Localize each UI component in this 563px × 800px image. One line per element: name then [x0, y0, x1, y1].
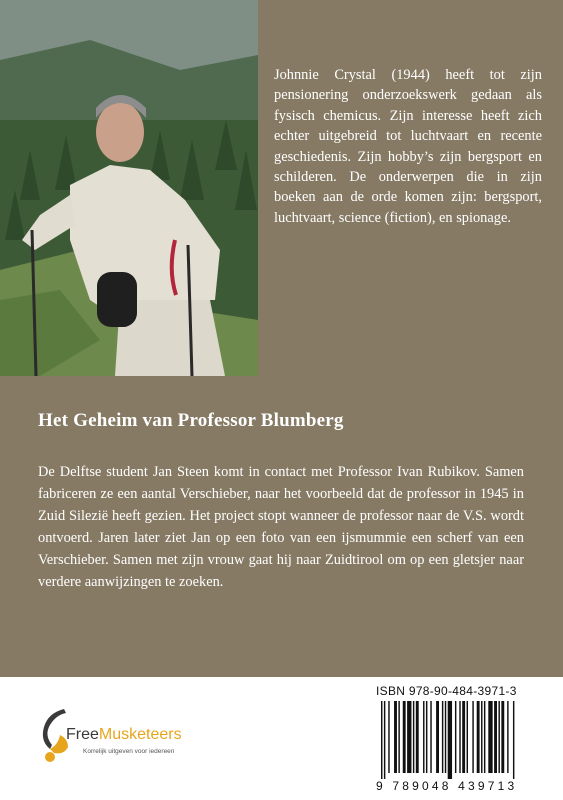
publisher-name — [66, 726, 182, 744]
publisher-logo — [38, 705, 238, 765]
book-title: Het Geheim van Professor Blumberg — [38, 410, 344, 431]
author-bio: Johnnie Crystal (1944) heeft tot zijn pensionering onderzoekswerk gedaan als fysisch chemicus. Zijn interesse heeft zich echter uitgebreid tot luchtvaart en recente geschiedenis. Zijn hobby’s zijn bergsport en schilderen. De onderwerpen die in zijn boeken aan de orde komen zijn: bergsport, luchtvaart, science (fiction), en spionage. — [274, 67, 542, 226]
book-synopsis: De Delftse student Jan Steen komt in contact met Professor Ivan Rubikov. Samen fabriceren ze een aantal Verschieber, naar het voorbeeld dat de professor in 1945 in Zuid Silezië heeft gezien. Het project stopt wanneer de professor naar de V.S. wordt ontvoerd. Jaren later ziet Jan op een foto van een ijsmummie een scherf van een Verschieber. Samen met zijn vrouw gaat hij naar Zuidtirool om op een gletsjer naar verdere aanwijzingen te zoeken. — [38, 464, 524, 590]
author-photo — [0, 0, 258, 376]
footer-band — [0, 677, 563, 800]
barcode-digits: 9 789048 439713 — [376, 779, 518, 793]
publisher-name-part1: Free — [66, 726, 99, 743]
isbn-label: ISBN 978-90-484-3971-3 — [376, 684, 517, 698]
barcode — [381, 701, 551, 779]
publisher-name-part2: Musketeers — [98, 726, 182, 743]
publisher-tagline: Korrelijk uitgeven voor iedereen — [83, 748, 175, 755]
